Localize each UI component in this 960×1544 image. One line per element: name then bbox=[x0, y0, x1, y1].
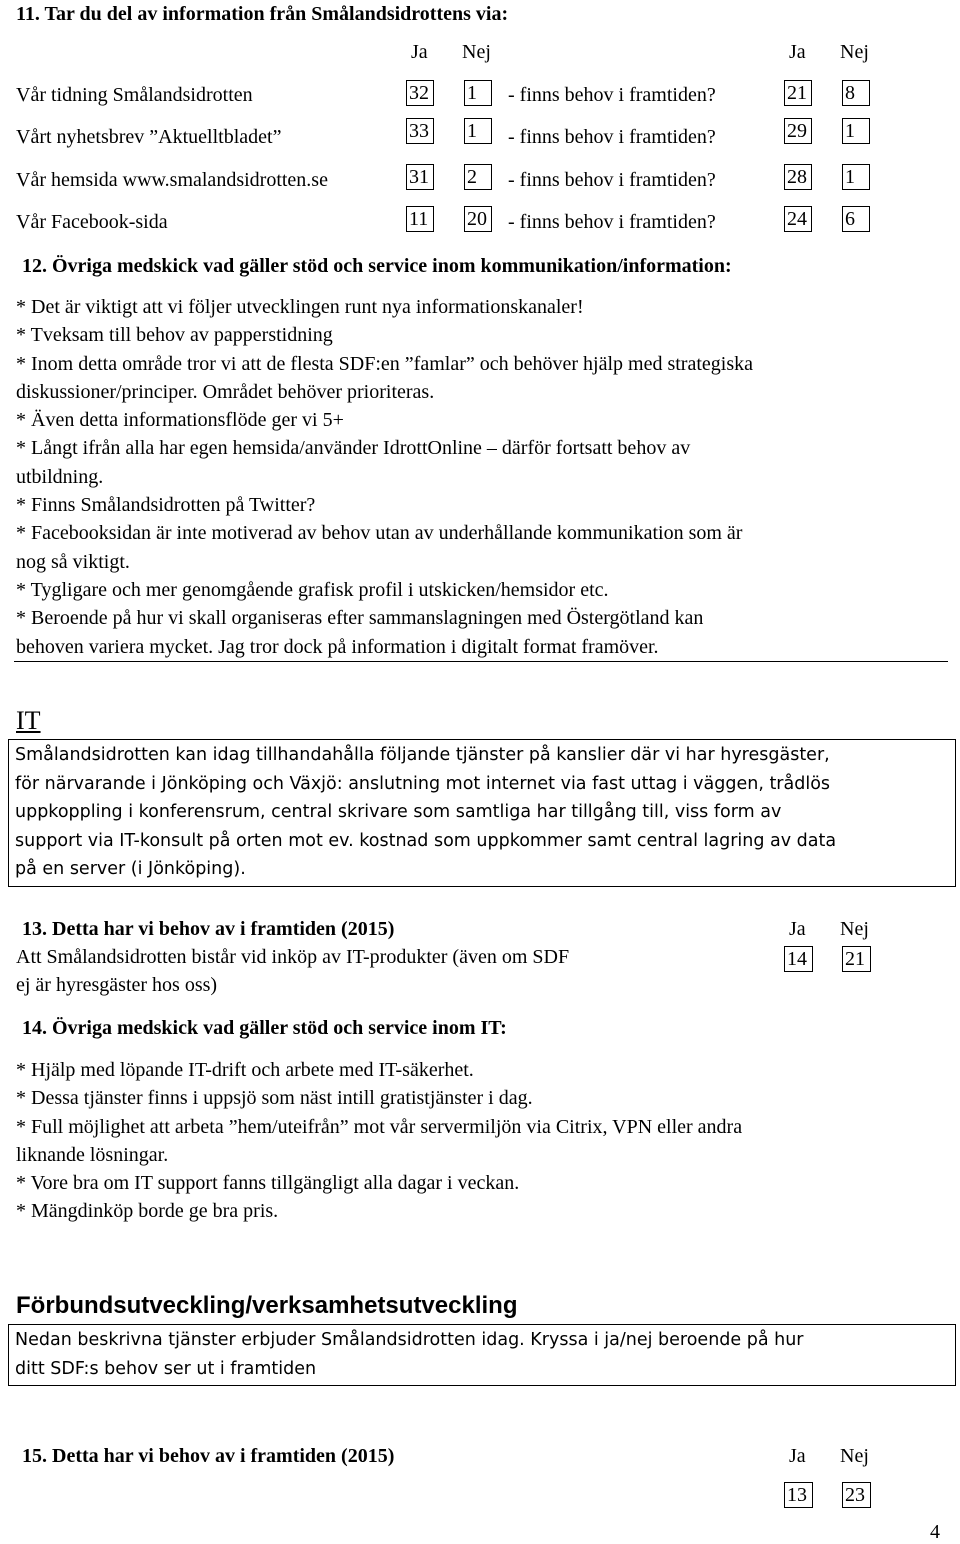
q13-ja-box: 14 bbox=[784, 946, 813, 972]
q12-line: * Även detta informationsflöde ger vi 5+ bbox=[16, 409, 344, 432]
q12-heading: 12. Övriga medskick vad gäller stöd och service inom kommunikation/information: bbox=[22, 255, 732, 277]
fu-info-line: ditt SDF:s behov ser ut i framtiden bbox=[15, 1358, 317, 1379]
q11-future-ja-box: 29 bbox=[784, 118, 812, 144]
q13-heading: 13. Detta har vi behov av i framtiden (2015) bbox=[22, 918, 395, 940]
q15-col-nej: Nej bbox=[840, 1445, 869, 1467]
it-info-line: på en server (i Jönköping). bbox=[15, 859, 246, 879]
q11-future-ja-box: 24 bbox=[784, 206, 812, 232]
q14-line: * Mängdinköp borde ge bra pris. bbox=[16, 1200, 279, 1223]
q11-ja-box: 11 bbox=[406, 206, 434, 232]
q15-ja-box: 13 bbox=[784, 1482, 813, 1508]
q12-line: * Tygligare och mer genomgående grafisk profil i utskicken/hemsidor etc. bbox=[16, 578, 609, 601]
q12-line: utbildning. bbox=[16, 465, 104, 488]
q12-line: * Långt ifrån alla har egen hemsida/använder IdrottOnline – därför fortsatt behov av bbox=[16, 437, 691, 460]
q13-question-line: Att Smålandsidrotten bistår vid inköp av IT-produkter (även om SDF bbox=[16, 946, 570, 968]
it-info-line: support via IT-konsult på orten mot ev. kostnad som uppkommer samt central lagring av data bbox=[15, 830, 837, 851]
q11-row-label: Vårt nyhetsbrev ”Aktuelltbladet” bbox=[16, 126, 282, 148]
q11-future-nej-box: 8 bbox=[842, 80, 870, 106]
page-number: 4 bbox=[930, 1521, 940, 1543]
q13-col-ja: Ja bbox=[789, 918, 806, 940]
q15-heading: 15. Detta har vi behov av i framtiden (2015) bbox=[22, 1445, 395, 1467]
q11-nej-box: 1 bbox=[464, 80, 492, 106]
q11-future-nej-box: 1 bbox=[842, 164, 870, 190]
q14-heading: 14. Övriga medskick vad gäller stöd och service inom IT: bbox=[22, 1017, 507, 1039]
q14-answers bbox=[16, 1056, 742, 1226]
fu-info-line: Nedan beskrivna tjänster erbjuder Smålandsidrotten idag. Kryssa i ja/nej beroende på hur bbox=[15, 1330, 804, 1350]
q12-line: * Beroende på hur vi skall organiseras efter sammanslagningen med Östergötland kan bbox=[16, 607, 704, 630]
it-info-box bbox=[8, 739, 956, 887]
q13-nej-box: 21 bbox=[842, 946, 871, 972]
q12-line: * Facebooksidan är inte motiverad av behov utan av underhållande kommunikation som är bbox=[16, 522, 743, 545]
q14-line: * Dessa tjänster finns i uppsjö som näst intill gratistjänster i dag. bbox=[16, 1087, 533, 1110]
q13-col-nej: Nej bbox=[840, 918, 869, 940]
q11-future-nej-box: 1 bbox=[842, 118, 870, 144]
it-heading: IT bbox=[16, 706, 41, 735]
q15-nej-box: 23 bbox=[842, 1482, 871, 1508]
q11-row-label: Vår tidning Smålandsidrotten bbox=[16, 84, 253, 106]
q12-answers bbox=[16, 293, 753, 661]
q11-ja-box: 31 bbox=[406, 164, 434, 190]
q14-line: * Vore bra om IT support fanns tillgängligt alla dagar i veckan. bbox=[16, 1172, 520, 1195]
q11-future-label: - finns behov i framtiden? bbox=[508, 126, 716, 148]
q11-future-nej-box: 6 bbox=[842, 206, 870, 232]
q13-question bbox=[16, 943, 569, 1000]
it-info-line: Smålandsidrotten kan idag tillhandahålla följande tjänster på kanslier där vi har hyresgäster, bbox=[15, 745, 830, 765]
q11-heading: 11. Tar du del av information från Smålandsidrottens via: bbox=[16, 3, 509, 25]
it-info-line: för närvarande i Jönköping och Växjö: anslutning mot internet via fast uttag i väggen, trådlös bbox=[15, 773, 831, 794]
section-divider bbox=[14, 661, 948, 662]
q12-line: * Det är viktigt att vi följer utvecklingen runt nya informationskanaler! bbox=[16, 296, 584, 318]
fu-heading: Förbundsutveckling/verksamhetsutveckling bbox=[16, 1292, 518, 1319]
q11-future-col-ja: Ja bbox=[789, 41, 806, 63]
q11-future-label: - finns behov i framtiden? bbox=[508, 84, 716, 106]
q12-line: * Inom detta område tror vi att de flesta SDF:en ”famlar” och behöver hjälp med strategiska bbox=[16, 352, 753, 375]
q11-row-label: Vår hemsida www.smalandsidrotten.se bbox=[16, 169, 328, 191]
fu-info-box bbox=[8, 1324, 956, 1386]
q14-line: liknande lösningar. bbox=[16, 1143, 169, 1166]
q11-future-ja-box: 28 bbox=[784, 164, 812, 190]
q12-line: * Tveksam till behov av papperstidning bbox=[16, 324, 333, 347]
q11-ja-box: 32 bbox=[406, 80, 434, 106]
q11-nej-box: 20 bbox=[464, 206, 492, 232]
q11-nej-box: 1 bbox=[464, 118, 492, 144]
q13-question-line: ej är hyresgäster hos oss) bbox=[16, 974, 218, 997]
q11-nej-box: 2 bbox=[464, 164, 492, 190]
q11-col-nej: Nej bbox=[462, 41, 491, 63]
q11-ja-box: 33 bbox=[406, 118, 434, 144]
q11-future-label: - finns behov i framtiden? bbox=[508, 211, 716, 233]
it-info-line: uppkoppling i konferensrum, central skrivare som samtliga har tillgång till, viss form av bbox=[15, 802, 782, 822]
q11-future-label: - finns behov i framtiden? bbox=[508, 169, 716, 191]
q14-line: * Full möjlighet att arbeta ”hem/uteifrån” mot vår servermiljön via Citrix, VPN eller andra bbox=[16, 1115, 743, 1138]
q15-col-ja: Ja bbox=[789, 1445, 806, 1467]
q12-line: diskussioner/principer. Området behöver prioriteras. bbox=[16, 380, 435, 403]
q14-line: * Hjälp med löpande IT-drift och arbete med IT-säkerhet. bbox=[16, 1059, 474, 1081]
q12-line: behoven variera mycket. Jag tror dock på information i digitalt format framöver. bbox=[16, 635, 659, 658]
q11-future-col-nej: Nej bbox=[840, 41, 869, 63]
q11-row-label: Vår Facebook-sida bbox=[16, 211, 168, 233]
q12-line: * Finns Smålandsidrotten på Twitter? bbox=[16, 494, 316, 517]
q11-col-ja: Ja bbox=[411, 41, 428, 63]
q12-line: nog så viktigt. bbox=[16, 550, 130, 573]
q11-future-ja-box: 21 bbox=[784, 80, 812, 106]
